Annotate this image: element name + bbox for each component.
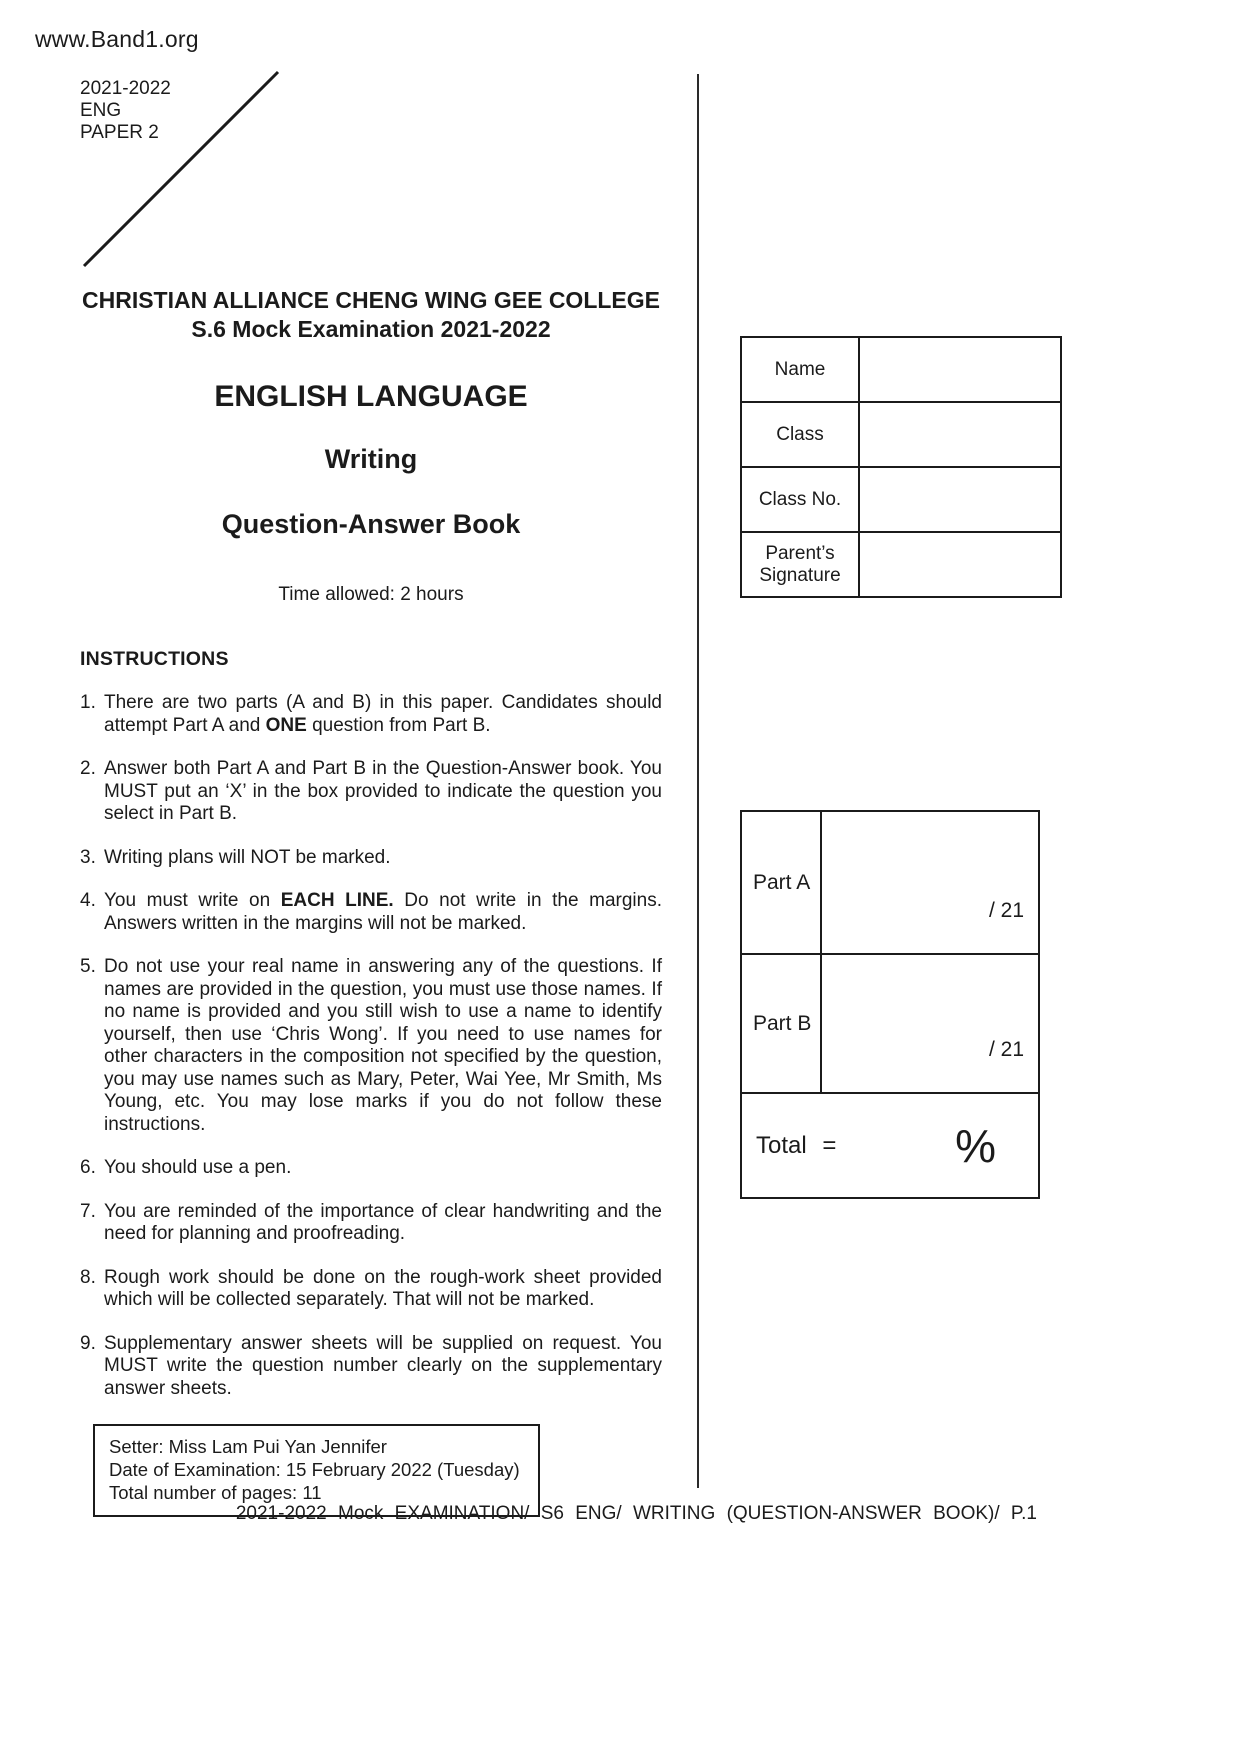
subject-title: ENGLISH LANGUAGE — [214, 380, 528, 413]
info-row-parent-signature — [741, 532, 1061, 597]
marks-table — [740, 810, 1040, 1199]
exam-title: S.6 Mock Examination 2021-2022 — [191, 316, 551, 342]
instruction-item — [80, 890, 662, 935]
instruction-number: 5. — [80, 956, 96, 977]
marks-row-part-a — [742, 812, 1038, 955]
info-row-class — [741, 402, 1061, 467]
main-column — [80, 286, 662, 1517]
instruction-number: 4. — [80, 890, 96, 911]
instruction-text: You should use a pen. — [104, 1157, 292, 1178]
instruction-text: There are two parts (A and B) in this paper. Candidates should attempt Part A and ONE question from Part B. — [104, 692, 662, 736]
instruction-item — [80, 956, 662, 1136]
info-value-class[interactable] — [859, 402, 1061, 467]
instruction-text: Writing plans will NOT be marked. — [104, 846, 391, 868]
paper-title: Writing — [324, 444, 418, 474]
instruction-item — [80, 847, 662, 870]
college-name: CHRISTIAN ALLIANCE CHENG WING GEE COLLEGE — [82, 287, 660, 313]
info-label-name: Name — [741, 337, 859, 402]
info-row-class-no — [741, 467, 1061, 532]
setter-line: Setter: Miss Lam Pui Yan Jennifer — [109, 1436, 387, 1457]
instructions-heading: INSTRUCTIONS — [80, 648, 229, 670]
instruction-number: 1. — [80, 692, 96, 713]
instruction-text: Supplementary answer sheets will be supplied on request. You MUST write the question number clearly on the supplementary answer sheets. — [104, 1332, 662, 1399]
instruction-number: 2. — [80, 758, 96, 779]
instruction-item — [80, 758, 662, 826]
site-watermark: www.Band1.org — [35, 26, 199, 52]
instruction-number: 3. — [80, 846, 96, 868]
instruction-item — [80, 692, 662, 737]
marks-score-part-a — [822, 812, 1038, 953]
page-divider — [697, 74, 699, 1488]
instruction-item — [80, 1333, 662, 1401]
marks-score-part-b — [822, 955, 1038, 1092]
instruction-item — [80, 1267, 662, 1312]
instruction-number: 7. — [80, 1200, 96, 1222]
info-value-class-no[interactable] — [859, 467, 1061, 532]
info-value-name[interactable] — [859, 337, 1061, 402]
student-info-table — [740, 336, 1062, 598]
instruction-text: Do not use your real name in answering any of the questions. If names are provided in the question, you must use those names. If no name is provided and you still wish to use a name to identify yourself, then use ‘Chris Wong’. If you need to use names for other characters in the composition not specified by the question, you may use names such as Mary, Peter, Wai Yee, Mr Smith, Ms Young, etc. You may lose marks if you do not follow these instructions. — [104, 956, 662, 1135]
instruction-text: Rough work should be done on the rough-work sheet provided which will be collected separately. That will not be marked. — [104, 1266, 662, 1310]
setter-line: Date of Examination: 15 February 2022 (Tuesday) — [109, 1459, 520, 1480]
info-row-name — [741, 337, 1061, 402]
instruction-text: Answer both Part A and Part B in the Question-Answer book. You MUST put an ‘X’ in the box provided to indicate the question you select in Part B. — [104, 758, 662, 824]
paper-code-strike — [72, 62, 284, 274]
page-footer: 2021-2022 Mock EXAMINATION/ S6 ENG/ WRITING (QUESTION-ANSWER BOOK)/ P.1 — [235, 1503, 1037, 1524]
info-value-parent-signature[interactable] — [859, 532, 1061, 597]
info-label-class-no: Class No. — [741, 467, 859, 532]
book-title: Question-Answer Book — [221, 509, 521, 539]
instruction-item — [80, 1157, 662, 1180]
setter-line: Total number of pages: 11 — [109, 1482, 322, 1503]
instruction-item — [80, 1201, 662, 1246]
instruction-text: You are reminded of the importance of clear handwriting and the need for planning and proofreading. — [104, 1200, 662, 1244]
instruction-text: You must write on EACH LINE. Do not write in the margins. Answers written in the margins will not be marked. — [104, 890, 662, 934]
marks-label-part-a: Part A — [742, 812, 822, 953]
paper-code-paper: PAPER 2 — [80, 122, 159, 143]
instruction-number: 6. — [80, 1157, 96, 1178]
marks-row-part-b — [742, 955, 1038, 1094]
marks-total-row — [742, 1094, 1038, 1197]
instruction-number: 9. — [80, 1332, 96, 1354]
marks-score-denominator: / 21 — [988, 899, 1024, 922]
info-label-parent-signature: Parent’s Signature — [741, 532, 859, 597]
marks-score-denominator: / 21 — [988, 1038, 1024, 1061]
instructions-list — [80, 692, 662, 1400]
diagonal-line — [72, 62, 284, 274]
paper-code-subject: ENG — [80, 100, 122, 121]
time-allowed: Time allowed: 2 hours — [278, 584, 464, 605]
total-label: Total = — [756, 1131, 837, 1159]
paper-code-year: 2021-2022 — [80, 78, 171, 99]
percent-sign: % — [955, 1119, 996, 1172]
marks-label-part-b: Part B — [742, 955, 822, 1092]
info-label-class: Class — [741, 402, 859, 467]
instruction-number: 8. — [80, 1266, 96, 1288]
